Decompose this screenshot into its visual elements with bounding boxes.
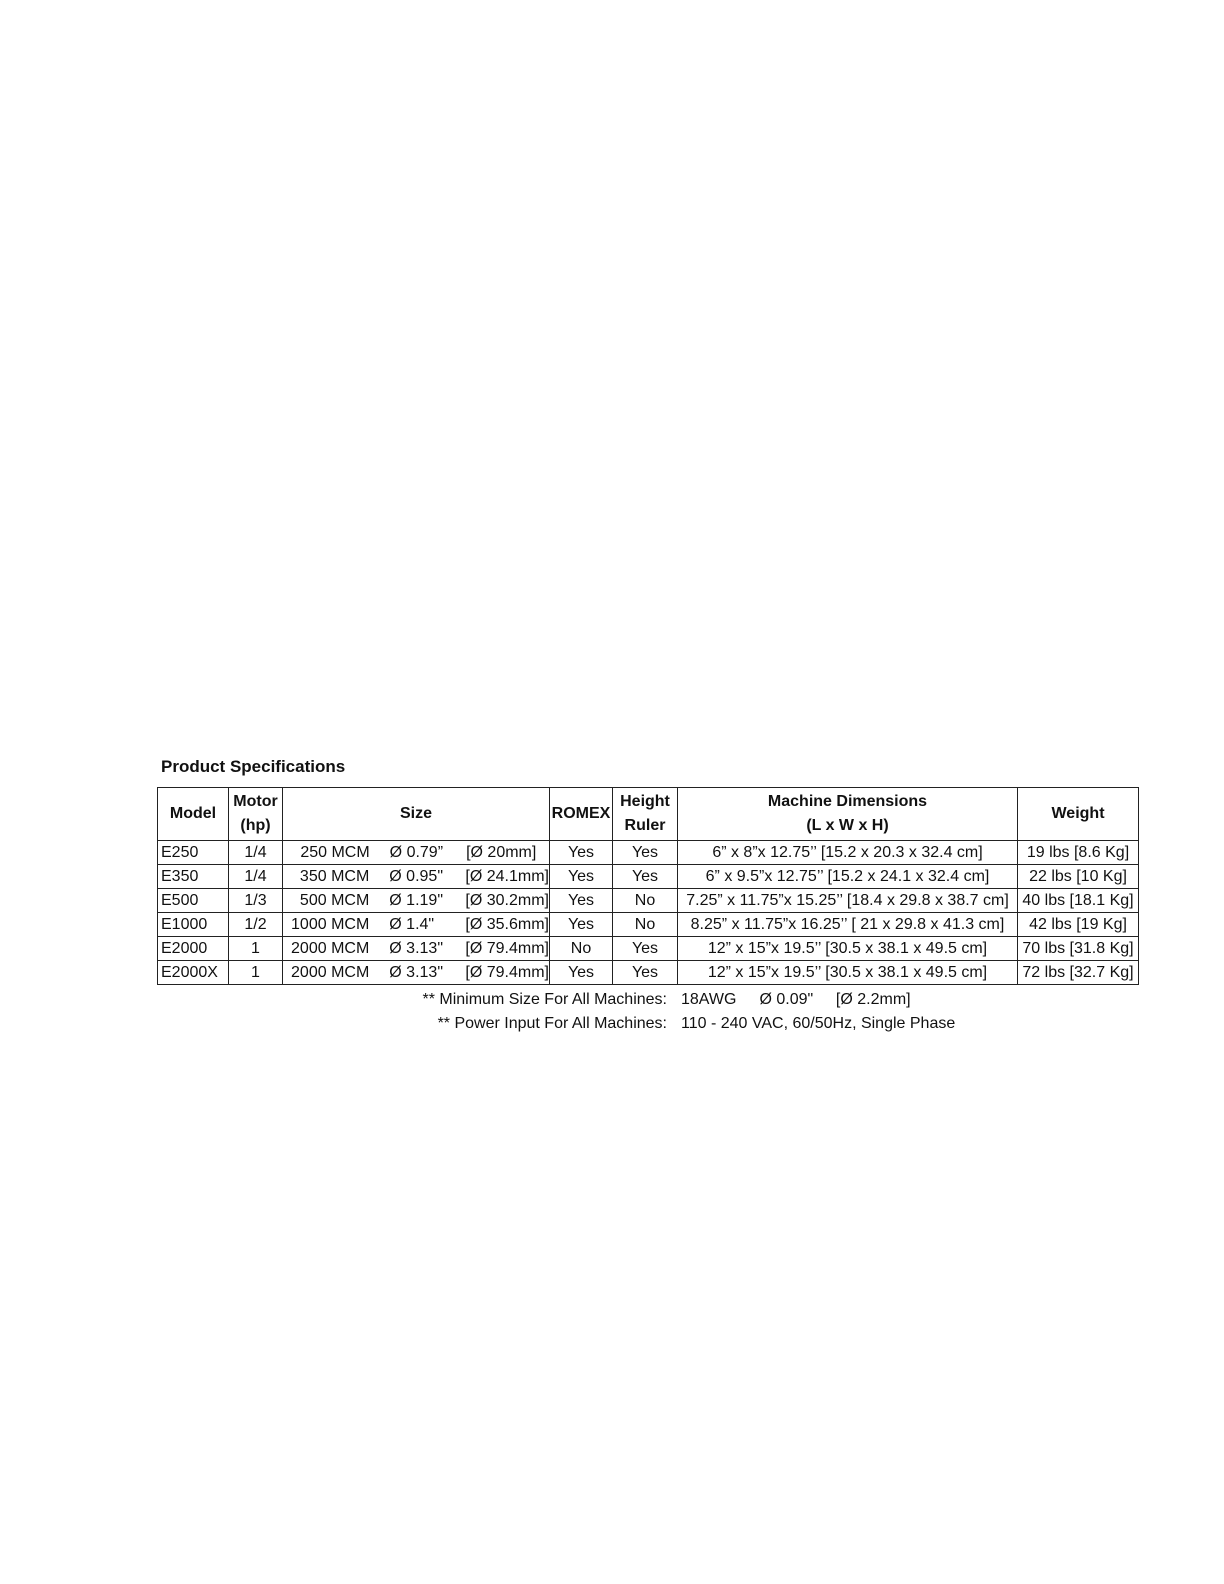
- header-motor: [229, 788, 283, 841]
- cell-motor: 1/3: [229, 889, 283, 913]
- size-mcm: 1000 MCM: [291, 916, 370, 933]
- size-inch: Ø 0.95": [389, 868, 443, 885]
- size-mcm: 2000 MCM: [291, 940, 370, 957]
- size-mm: [Ø 79.4mm]: [465, 964, 549, 981]
- cell-model: E250: [158, 841, 229, 865]
- cell-weight: 70 lbs [31.8 Kg]: [1018, 937, 1139, 961]
- cell-romex: Yes: [550, 913, 613, 937]
- cell-height-ruler: Yes: [613, 841, 678, 865]
- cell-dimensions: 6” x 9.5”x 12.75’’ [15.2 x 24.1 x 32.4 cm]: [678, 865, 1018, 889]
- size-inch: Ø 1.19": [389, 892, 443, 909]
- cell-dimensions: 6” x 8”x 12.75’’ [15.2 x 20.3 x 32.4 cm]: [678, 841, 1018, 865]
- cell-weight: 22 lbs [10 Kg]: [1018, 865, 1139, 889]
- table-row: [158, 937, 1139, 961]
- size-inch: Ø 3.13": [389, 940, 443, 957]
- size-mcm: 2000 MCM: [291, 964, 370, 981]
- cell-romex: Yes: [550, 841, 613, 865]
- cell-height-ruler: Yes: [613, 961, 678, 985]
- header-weight: Weight: [1018, 788, 1139, 841]
- note-mm: [Ø 2.2mm]: [835, 991, 911, 1008]
- header-height-ruler: [613, 788, 678, 841]
- footnotes: [157, 988, 1139, 1036]
- cell-size: [283, 841, 550, 865]
- size-mm: [Ø 30.2mm]: [465, 892, 549, 909]
- size-inch: Ø 1.4": [389, 916, 435, 933]
- size-mm: [Ø 79.4mm]: [465, 940, 549, 957]
- size-inch: Ø 0.79”: [389, 844, 444, 861]
- table-row: [158, 865, 1139, 889]
- note-awg: 18AWG: [681, 991, 737, 1008]
- header-model: Model: [158, 788, 229, 841]
- cell-weight: 42 lbs [19 Kg]: [1018, 913, 1139, 937]
- note-minimum-size: [157, 988, 1139, 1012]
- size-mcm: 500 MCM: [299, 892, 370, 909]
- cell-dimensions: 7.25” x 11.75”x 15.25’’ [18.4 x 29.8 x 38.7 cm]: [678, 889, 1018, 913]
- size-mcm: 250 MCM: [300, 844, 370, 861]
- cell-size: [283, 865, 550, 889]
- table-header-row: [158, 788, 1139, 841]
- header-height-ruler-line1: Height: [620, 793, 670, 810]
- cell-romex: Yes: [550, 865, 613, 889]
- cell-motor: 1: [229, 961, 283, 985]
- cell-model: E1000: [158, 913, 229, 937]
- note-power-input: [157, 1012, 1139, 1036]
- cell-size: [283, 889, 550, 913]
- header-dimensions: [678, 788, 1018, 841]
- table-row: [158, 889, 1139, 913]
- cell-size: [283, 961, 550, 985]
- cell-height-ruler: Yes: [613, 865, 678, 889]
- cell-height-ruler: No: [613, 913, 678, 937]
- header-size: Size: [283, 788, 550, 841]
- cell-motor: 1/4: [229, 865, 283, 889]
- cell-model: E2000X: [158, 961, 229, 985]
- table-row: [158, 841, 1139, 865]
- cell-motor: 1/4: [229, 841, 283, 865]
- header-dimensions-line2: (L x W x H): [806, 817, 889, 834]
- cell-romex: No: [550, 937, 613, 961]
- cell-motor: 1/2: [229, 913, 283, 937]
- table-row: [158, 913, 1139, 937]
- cell-dimensions: 12” x 15”x 19.5’’ [30.5 x 38.1 x 49.5 cm]: [678, 937, 1018, 961]
- note-value: [681, 988, 911, 1012]
- cell-model: E2000: [158, 937, 229, 961]
- cell-height-ruler: Yes: [613, 937, 678, 961]
- header-romex: ROMEX: [550, 788, 613, 841]
- specifications-table: [157, 787, 1139, 985]
- size-mm: [Ø 35.6mm]: [465, 916, 549, 933]
- cell-size: [283, 913, 550, 937]
- cell-weight: 40 lbs [18.1 Kg]: [1018, 889, 1139, 913]
- cell-height-ruler: No: [613, 889, 678, 913]
- cell-motor: 1: [229, 937, 283, 961]
- cell-weight: 72 lbs [32.7 Kg]: [1018, 961, 1139, 985]
- size-mm: [Ø 24.1mm]: [465, 868, 549, 885]
- cell-romex: Yes: [550, 889, 613, 913]
- cell-weight: 19 lbs [8.6 Kg]: [1018, 841, 1139, 865]
- cell-model: E350: [158, 865, 229, 889]
- header-motor-line2: (hp): [240, 817, 271, 834]
- note-inch: Ø 0.09": [759, 991, 814, 1008]
- size-mm: [Ø 20mm]: [466, 844, 537, 861]
- section-title: Product Specifications: [161, 757, 346, 776]
- note-label: ** Minimum Size For All Machines:: [422, 991, 667, 1008]
- header-dimensions-line1: Machine Dimensions: [767, 793, 928, 810]
- cell-dimensions: 12” x 15”x 19.5’’ [30.5 x 38.1 x 49.5 cm]: [678, 961, 1018, 985]
- cell-dimensions: 8.25” x 11.75”x 16.25’’ [ 21 x 29.8 x 41.3 cm]: [678, 913, 1018, 937]
- product-specifications-section: [157, 756, 1139, 1036]
- cell-romex: Yes: [550, 961, 613, 985]
- size-mcm: 350 MCM: [299, 868, 370, 885]
- note-value: 110 - 240 VAC, 60/50Hz, Single Phase: [681, 1015, 956, 1032]
- table-row: [158, 961, 1139, 985]
- header-height-ruler-line2: Ruler: [624, 817, 666, 834]
- header-motor-line1: Motor: [233, 793, 278, 810]
- cell-size: [283, 937, 550, 961]
- note-label: ** Power Input For All Machines:: [437, 1015, 667, 1032]
- cell-model: E500: [158, 889, 229, 913]
- size-inch: Ø 3.13": [389, 964, 443, 981]
